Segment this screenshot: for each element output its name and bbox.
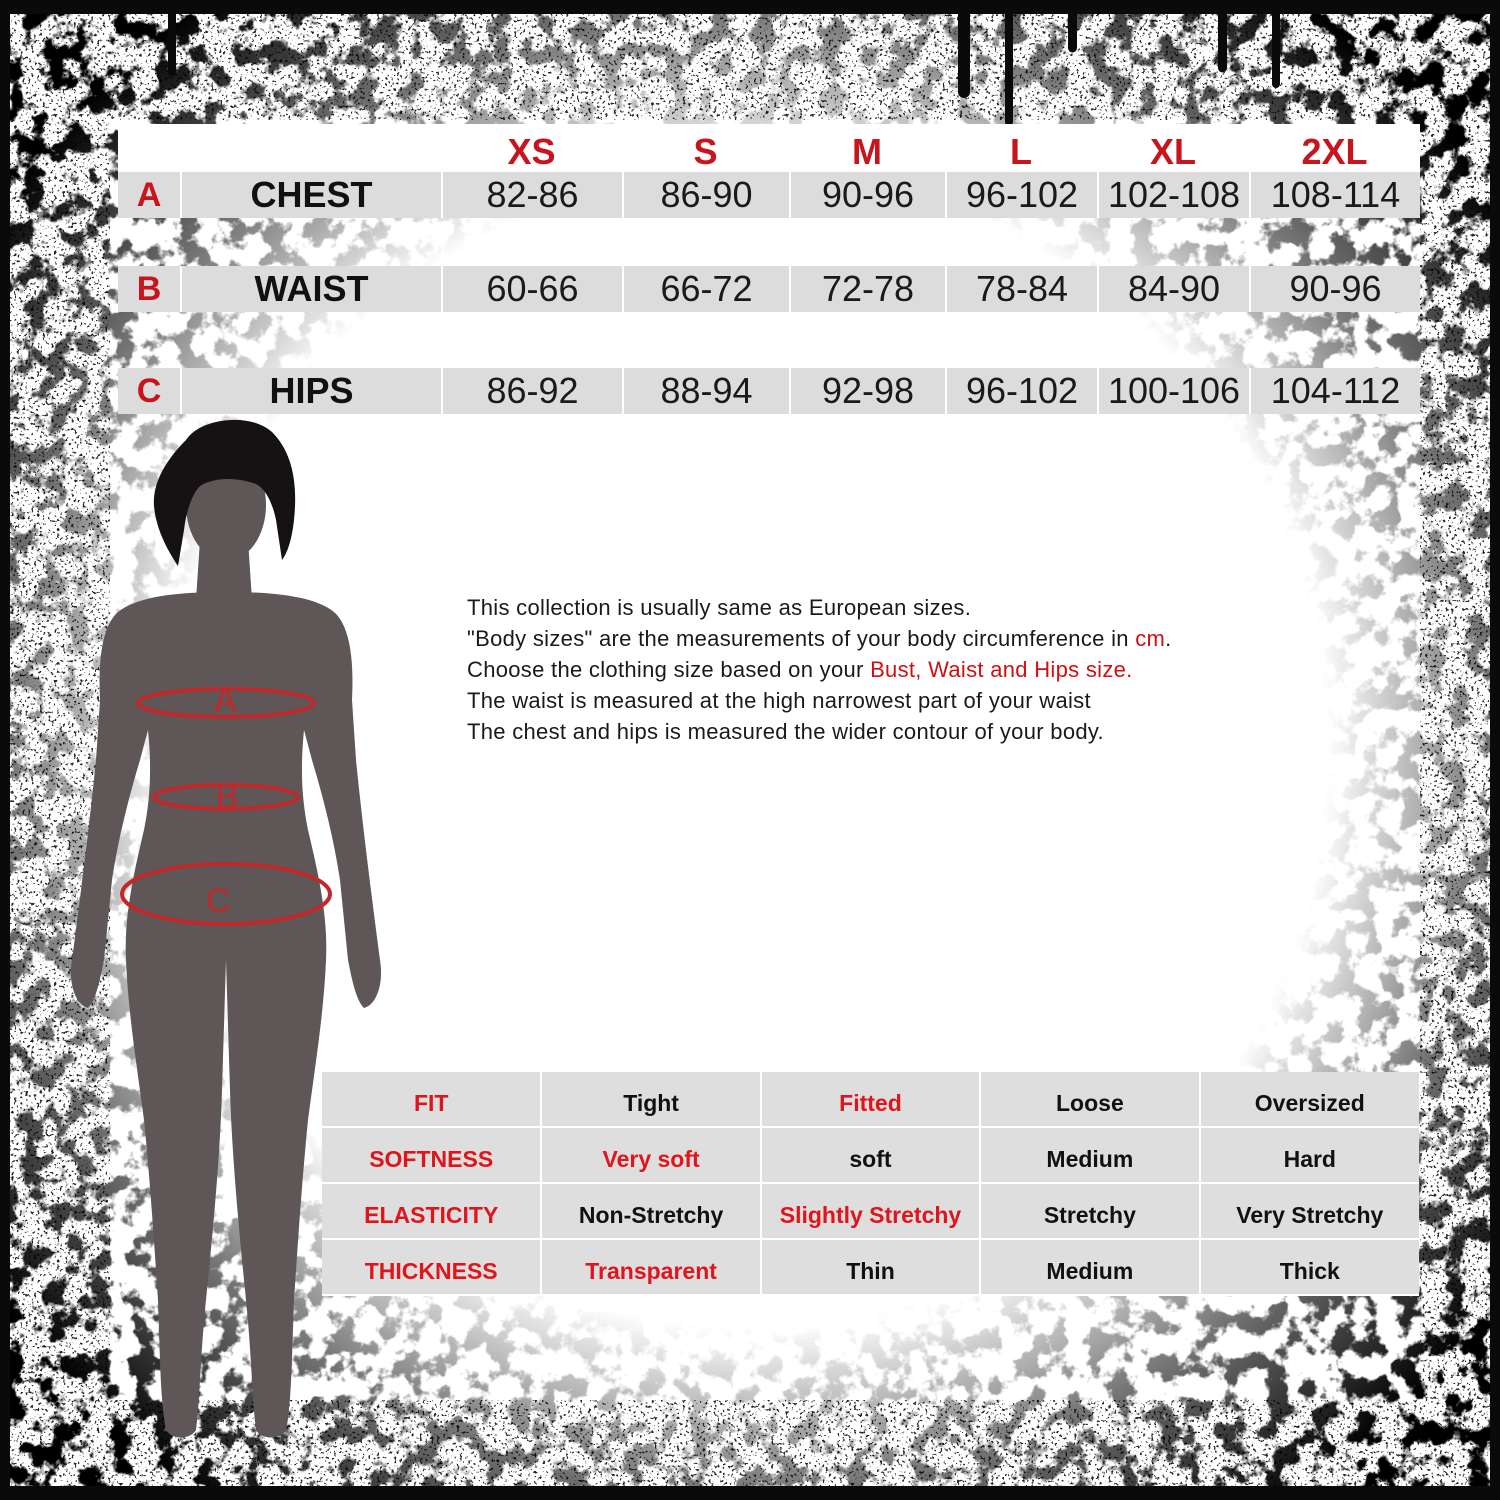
property-option: Medium (980, 1127, 1199, 1183)
property-option-selected: Slightly Stretchy (761, 1183, 980, 1239)
row-name: WAIST (180, 266, 441, 312)
property-option: Oversized (1200, 1072, 1419, 1127)
chest-row (118, 172, 1420, 218)
size-header-row (118, 124, 1420, 172)
measurement-cell: 78-84 (945, 266, 1097, 312)
row-letter: C (136, 371, 162, 410)
measurement-cell: 96-102 (945, 172, 1097, 218)
property-option: Thick (1200, 1239, 1419, 1295)
row-letter: B (136, 269, 162, 308)
size-label: L (1010, 131, 1032, 172)
measurement-cell: 84-90 (1097, 266, 1249, 312)
measurement-cell: 104-112 (1249, 368, 1420, 414)
size-label: 2XL (1301, 131, 1368, 172)
hips-row (118, 368, 1420, 414)
property-row (322, 1072, 1419, 1127)
sizing-info-text (467, 592, 1172, 747)
property-row (322, 1239, 1419, 1295)
measurement-cell: 72-78 (789, 266, 945, 312)
property-option: Loose (980, 1072, 1199, 1127)
property-option: Hard (1200, 1127, 1419, 1183)
property-option: Non-Stretchy (541, 1183, 760, 1239)
info-line: Choose the clothing size based on your Bust, Waist and Hips size. (467, 657, 1133, 682)
property-option: Thin (761, 1239, 980, 1295)
info-line: "Body sizes" are the measurements of your body circumference in cm. (467, 626, 1172, 651)
measurement-cell: 90-96 (1249, 266, 1420, 312)
measure-highlight: Bust, Waist and Hips size. (870, 657, 1133, 682)
property-label: SOFTNESS (322, 1127, 541, 1183)
property-option: Very Stretchy (1200, 1183, 1419, 1239)
measurement-cell: 60-66 (441, 266, 622, 312)
size-label: XL (1149, 131, 1196, 172)
property-option: Stretchy (980, 1183, 1199, 1239)
measurement-cell: 102-108 (1097, 172, 1249, 218)
property-label: FIT (322, 1072, 541, 1127)
property-label: THICKNESS (322, 1239, 541, 1295)
property-option-selected: Transparent (541, 1239, 760, 1295)
svg-text:A: A (214, 682, 237, 720)
header-spacer (180, 124, 441, 172)
size-label: S (693, 131, 718, 172)
unit-highlight: cm (1135, 626, 1166, 651)
waist-row (118, 266, 1420, 312)
info-line: The waist is measured at the high narrowest part of your waist (467, 688, 1091, 713)
property-row (322, 1127, 1419, 1183)
svg-text:C: C (206, 882, 231, 920)
measurement-cell: 86-90 (622, 172, 789, 218)
measurement-cell: 100-106 (1097, 368, 1249, 414)
measurement-cell: 82-86 (441, 172, 622, 218)
row-name: CHEST (180, 172, 441, 218)
property-label: ELASTICITY (322, 1183, 541, 1239)
measurement-cell: 86-92 (441, 368, 622, 414)
property-row (322, 1183, 1419, 1239)
info-line: The chest and hips is measured the wider contour of your body. (467, 719, 1104, 744)
property-option: Medium (980, 1239, 1199, 1295)
property-option: soft (761, 1127, 980, 1183)
svg-text:B: B (216, 778, 239, 816)
fabric-properties-table (322, 1072, 1419, 1296)
row-letter: A (136, 175, 162, 214)
info-line: This collection is usually same as European sizes. (467, 595, 972, 620)
property-option: Tight (541, 1072, 760, 1127)
measurement-cell: 96-102 (945, 368, 1097, 414)
measurement-cell: 108-114 (1249, 172, 1420, 218)
size-label: M (852, 131, 882, 172)
row-name: HIPS (180, 368, 441, 414)
measurement-cell: 66-72 (622, 266, 789, 312)
measurement-cell: 88-94 (622, 368, 789, 414)
header-spacer (118, 124, 180, 172)
measurement-cell: 92-98 (789, 368, 945, 414)
property-option-selected: Fitted (761, 1072, 980, 1127)
property-option-selected: Very soft (541, 1127, 760, 1183)
size-label: XS (507, 131, 556, 172)
measurement-cell: 90-96 (789, 172, 945, 218)
